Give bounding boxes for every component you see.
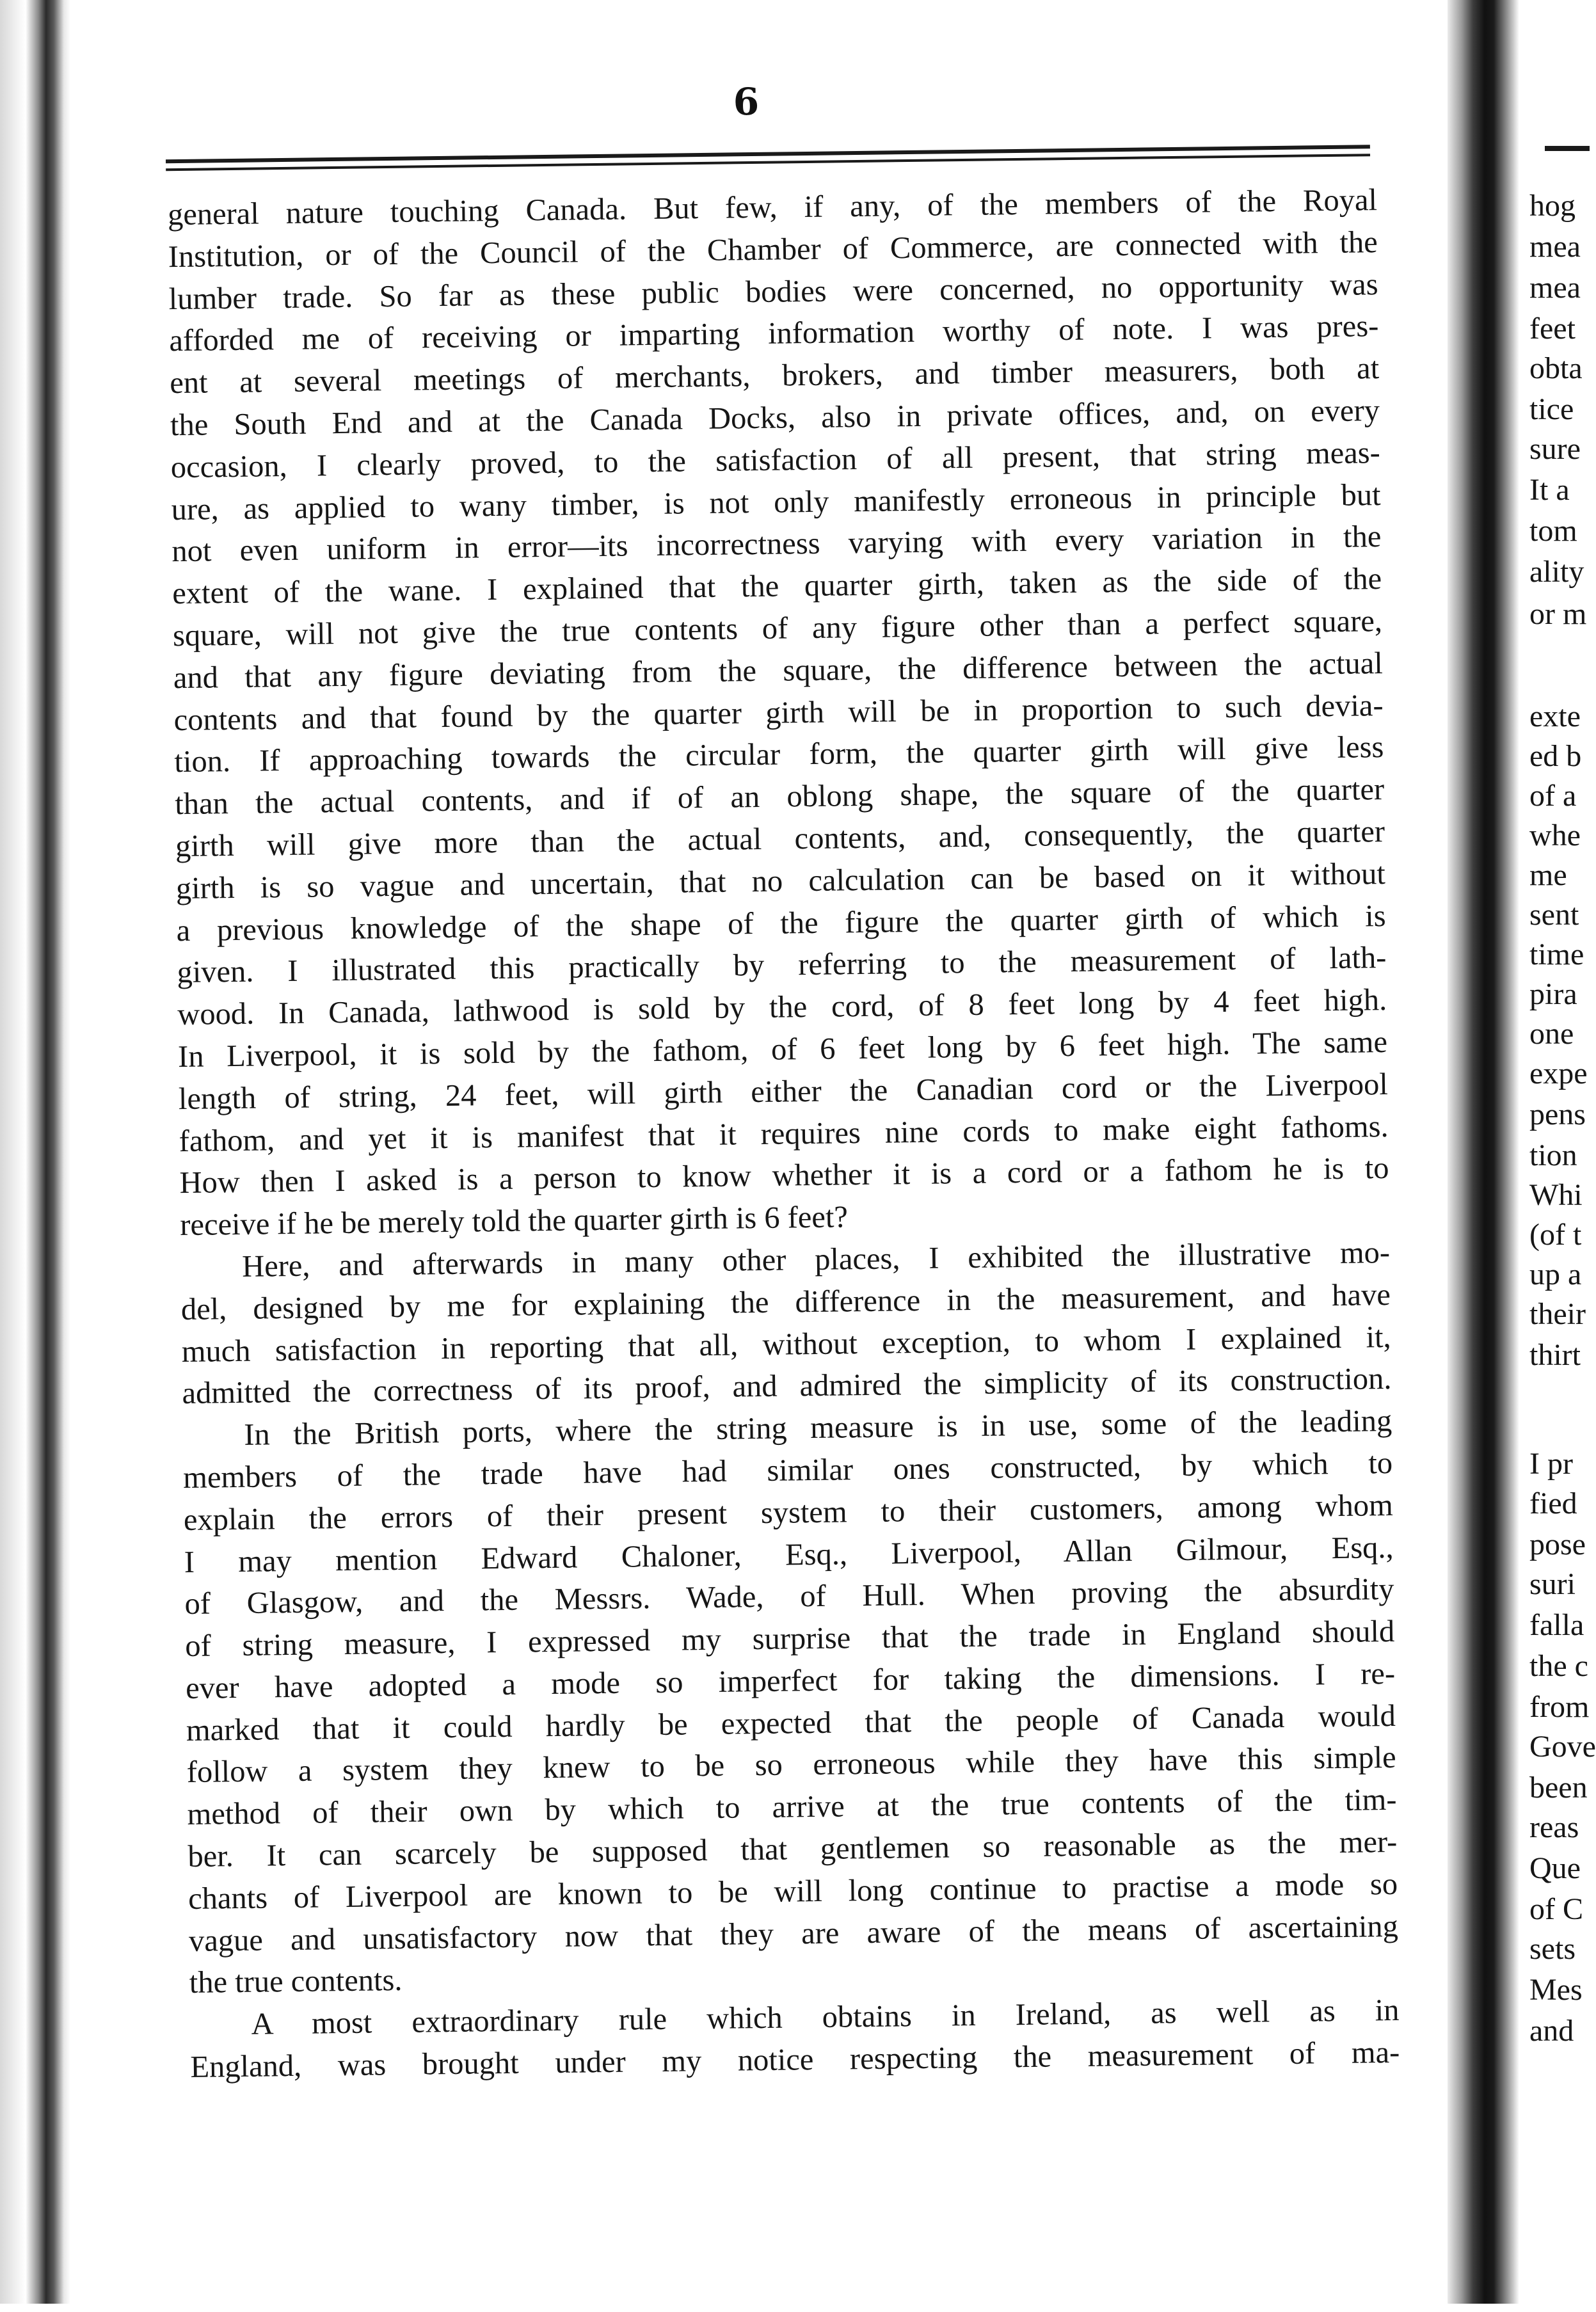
text-line: In the British ports, where the string measure is in use, some of the leading [244,1404,1393,1452]
adjacent-page-fragment [1519,0,1596,2304]
text-line: A most extraordinary rule which obtains in Ireland, as well as in [251,1993,1400,2042]
text-line: the true contents. [189,1963,403,2000]
text-line: follow a system they knew to be so erroneous while they have this simple [186,1741,1396,1790]
adjacent-page-line: falla [1529,1608,1584,1642]
adjacent-page-line: their [1529,1297,1586,1331]
text-line: girth is so vague and uncertain, that no calculation can be based on it without [175,856,1386,905]
adjacent-page-line: ality [1529,555,1584,589]
text-line: ever have adopted a mode so imperfect for taking the dimensions. I re- [185,1656,1396,1705]
adjacent-page-line: fied [1529,1487,1577,1520]
adjacent-page-line: I pr [1529,1447,1573,1481]
text-line: England, was brought under my notice respecting the measurement of ma- [190,2035,1400,2085]
adjacent-page-line: whe [1529,818,1581,852]
text-line: contents and that found by the quarter girth will be in proportion to such devia- [173,688,1384,737]
adjacent-page-line: reas [1529,1810,1579,1844]
adjacent-page-line: of a [1529,779,1577,813]
text-line: much satisfaction in reporting that all, without exception, to whom I explained it, [181,1319,1391,1369]
text-line: members of the trade have had similar ones constructed, by which to [182,1446,1393,1495]
adjacent-page-line: from [1529,1690,1590,1724]
text-line: explain the errors of their present system to their customers, among whom [183,1488,1394,1537]
text-line: of Glasgow, and the Messrs. Wade, of Hull. When proving the absurdity [184,1572,1394,1622]
adjacent-page-line: sure [1529,432,1581,466]
adjacent-page-line: me [1529,858,1567,892]
left-binding-edge [0,0,70,2304]
book-gutter-shadow [1448,0,1519,2304]
text-line: not even uniform in error—its incorrectness varying with every variation in the [172,520,1382,569]
adjacent-page-line: feet [1529,312,1576,346]
text-line: Institution, or of the Council of the Chamber of Commerce, are connected with the [168,225,1378,274]
text-line: wood. In Canada, lathwood is sold by the cord, of 8 feet long by 4 feet high. [177,983,1387,1032]
adjacent-page-line: Whi [1529,1178,1583,1212]
text-line: vague and unsatisfactory now that they are aware of the means of ascertaining [188,1909,1399,1958]
text-line: ure, as applied to wany timber, is not only manifestly erroneous in principle but [171,477,1381,527]
text-line: admitted the correctness of its proof, and admired the simplicity of its construction. [182,1362,1392,1411]
adjacent-page-line: been [1529,1771,1588,1805]
text-line: Here, and afterwards in many other places, I exhibited the illustrative mo- [241,1235,1391,1284]
text-line: tion. If approaching towards the circular form, the quarter girth will give less [174,730,1384,779]
adjacent-page-rule [1545,146,1590,151]
adjacent-page-line: thirt [1529,1338,1581,1372]
adjacent-page-line: time [1529,937,1584,971]
adjacent-page-line: exte [1529,699,1581,733]
text-line: of string measure, I expressed my surprise that the trade in England should [185,1614,1395,1664]
adjacent-page-line: mea [1529,271,1581,305]
text-line: afforded me of receiving or imparting information worthy of note. I was pres- [169,309,1379,358]
text-line: length of string, 24 feet, will girth either the Canadian cord or the Liverpool [178,1067,1389,1116]
text-line: I may mention Edward Chaloner, Esq., Liverpool, Allan Gilmour, Esq., [184,1530,1394,1579]
text-line: general nature touching Canada. But few, if any, of the members of the Royal [167,183,1378,232]
text-line: del, designed by me for explaining the difference in the measurement, and have [180,1277,1391,1327]
adjacent-page-line: sets [1529,1932,1576,1966]
text-line: and that any figure deviating from the square, the difference between the actual [173,646,1384,695]
text-line: ent at several meetings of merchants, brokers, and timber measurers, both at [169,351,1380,401]
adjacent-page-line: mea [1529,230,1581,264]
adjacent-page-line: Mes [1529,1973,1583,2007]
text-line: lumber trade. So far as these public bodies were concerned, no opportunity was [168,267,1378,316]
text-line: fathom, and yet it is manifest that it requires nine cords to make eight fathoms. [179,1109,1389,1158]
adjacent-page-line: pira [1529,977,1577,1011]
header-double-rule [166,145,1370,171]
adjacent-page-line: tom [1529,514,1577,548]
adjacent-page-line: ed b [1529,739,1582,773]
adjacent-page-line: up a [1529,1257,1582,1291]
adjacent-page-line: the c [1529,1649,1588,1683]
adjacent-page-line: sent [1529,898,1579,932]
text-line: square, will not give the true contents of any figure other than a perfect square, [172,604,1383,653]
text-line: marked that it could hardly be expected that the people of Canada would [186,1698,1396,1748]
text-line: chants of Liverpool are known to be will long continue to practise a mode so [188,1867,1398,1916]
text-line: method of their own by which to arrive at the true contents of the tim- [187,1783,1397,1832]
adjacent-page-line: tion [1529,1138,1577,1172]
adjacent-page-line: It a [1529,473,1570,507]
adjacent-page-line: or m [1529,597,1587,631]
adjacent-page-line: suri [1529,1567,1576,1601]
adjacent-page-line: one [1529,1017,1574,1051]
text-line: given. I illustrated this practically by referring to the measurement of lath- [177,941,1387,990]
body-text [168,179,1400,2089]
adjacent-page-line: hog [1529,189,1576,223]
adjacent-page-line: pens [1529,1097,1586,1131]
adjacent-page-line: (of t [1529,1218,1582,1252]
adjacent-page-line: and [1529,2014,1574,2048]
text-line: occasion, I clearly proved, to the satisfaction of all present, that string meas- [170,435,1381,484]
text-line: ber. It can scarcely be supposed that gentlemen so reasonable as the mer- [188,1824,1398,1874]
text-line: a previous knowledge of the shape of the figure the quarter girth of which is [176,898,1386,948]
text-line: In Liverpool, it is sold by the fathom, of 6 feet long by 6 feet high. The same [177,1024,1388,1074]
adjacent-page-line: pose [1529,1527,1586,1561]
text-line: than the actual contents, and if of an oblong shape, the square of the quarter [174,772,1385,822]
page-number: 6 [733,79,760,124]
adjacent-page-line: obta [1529,351,1583,385]
text-line: receive if he be merely told the quarter girth is 6 feet? [180,1200,849,1243]
book-page [56,0,1462,2312]
text-line: extent of the wane. I explained that the quarter girth, taken as the side of the [172,562,1382,611]
adjacent-page-line: of C [1529,1892,1583,1926]
adjacent-page-line: tice [1529,392,1574,426]
adjacent-page-line: Gove [1529,1730,1596,1764]
adjacent-page-line: expe [1529,1056,1588,1090]
text-line: girth will give more than the actual contents, and, consequently, the quarter [175,814,1385,864]
adjacent-page-line: Que [1529,1851,1581,1885]
text-line: the South End and at the Canada Docks, also in private offices, and, on every [170,394,1380,443]
text-line: How then I asked is a person to know whether it is a cord or a fathom he is to [179,1151,1389,1200]
